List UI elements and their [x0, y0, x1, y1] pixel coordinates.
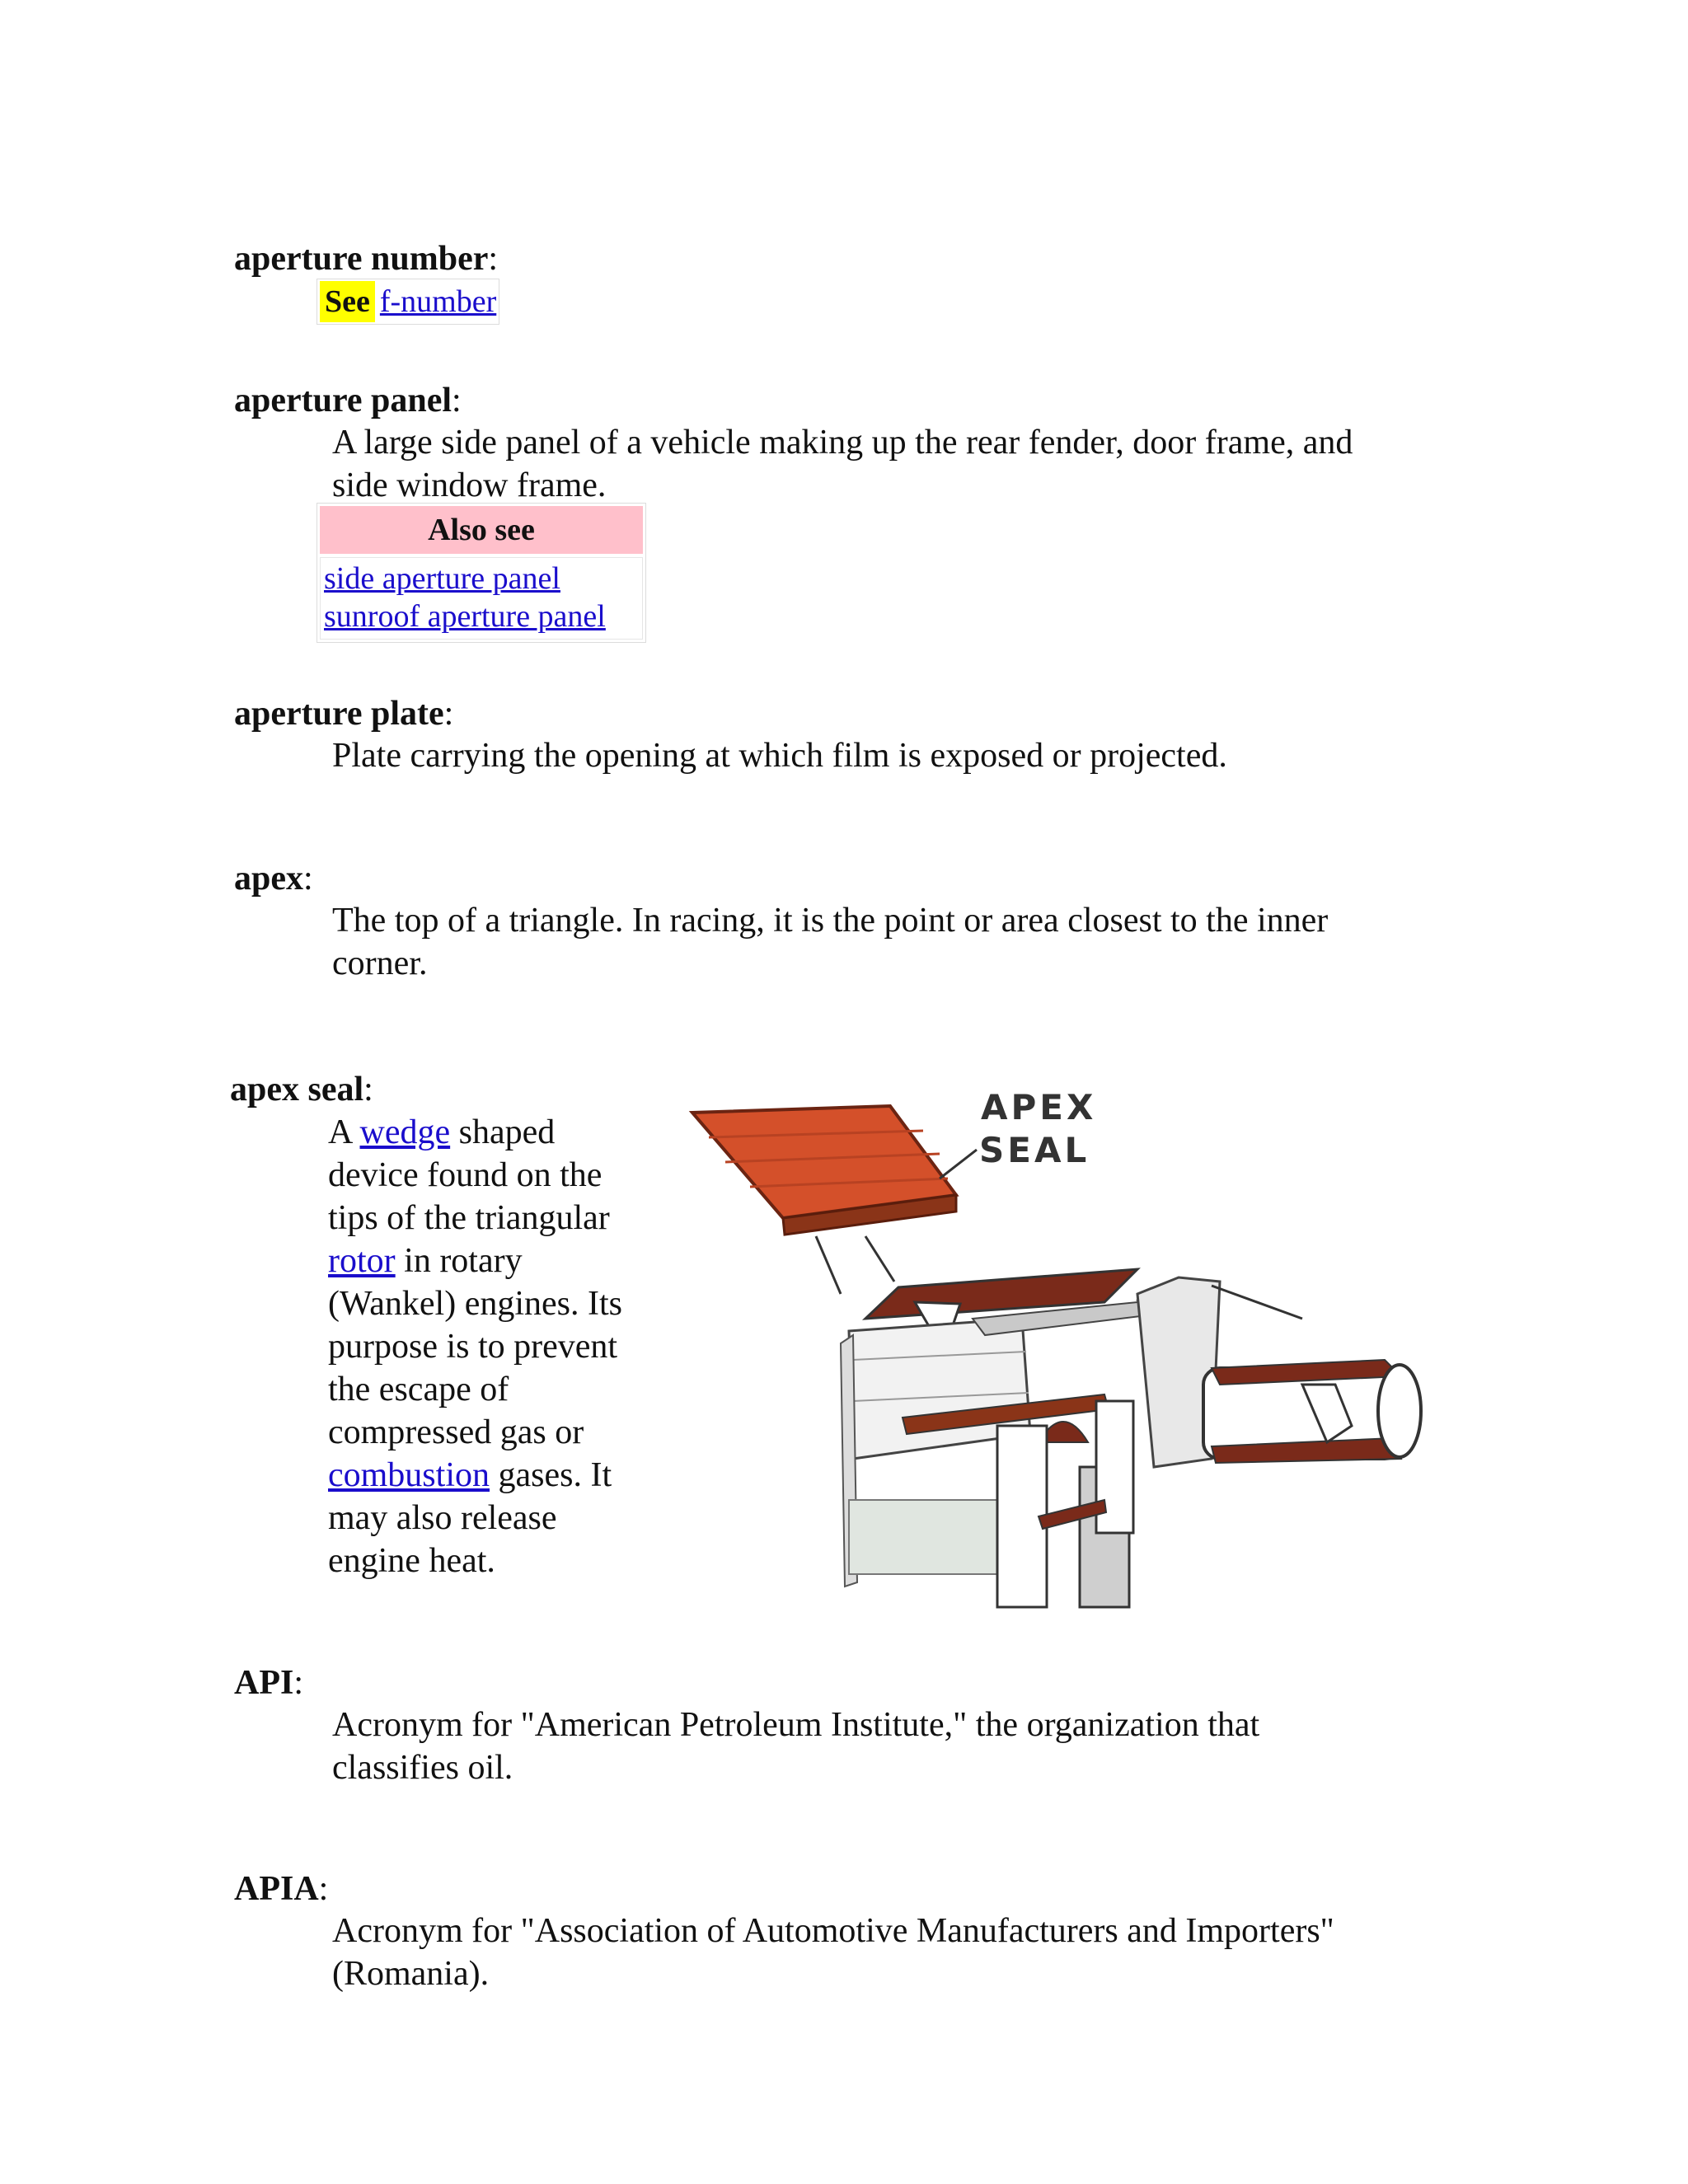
definition-text: shaped device found on the tips of the triangular [328, 1113, 610, 1237]
colon: : [452, 382, 462, 419]
definition-text: A [328, 1113, 360, 1151]
colon: : [303, 860, 313, 898]
definition-api [332, 1704, 1453, 1789]
link-side-aperture-panel[interactable]: side aperture panel [324, 561, 560, 596]
definition-line: Plate carrying the opening at which film is exposed or projected. [332, 737, 1227, 775]
definition-aperture-panel [332, 421, 1453, 507]
figure-label: APEX [981, 1087, 1097, 1127]
definition-line: Acronym for "Association of Automotive Manufacturers and Importers" [332, 1912, 1334, 1950]
term-api [234, 1661, 303, 1704]
term-aperture-number [234, 237, 498, 280]
definition-apex-seal [328, 1111, 641, 1582]
term-title: aperture panel [234, 382, 452, 419]
link-combustion[interactable]: combustion [328, 1456, 490, 1494]
term-title: apex [234, 860, 303, 898]
see-label: See [320, 281, 375, 322]
term-aperture-plate [234, 692, 453, 735]
term-apia [234, 1868, 328, 1910]
term-apex-seal [230, 1068, 373, 1111]
term-title: apex seal [230, 1071, 364, 1108]
colon: : [293, 1664, 304, 1702]
definition-text: in rotary (Wankel) engines. Its purpose is to prevent the escape of compressed gas or [328, 1242, 622, 1451]
side-seal-part [1137, 1277, 1421, 1467]
link-f-number[interactable]: f-number [379, 284, 497, 319]
definition-line: A large side panel of a vehicle making up the rear fender, door frame, and [332, 424, 1353, 462]
colon: : [363, 1071, 373, 1108]
apex-seal-illustration [676, 1071, 1434, 1615]
definition-text: gases. It may also release engine heat. [328, 1456, 612, 1580]
term-title: APIA [234, 1870, 319, 1908]
also-see-box [316, 503, 646, 643]
term-aperture-panel [234, 379, 462, 422]
term-title: aperture plate [234, 695, 444, 733]
link-wedge[interactable]: wedge [359, 1113, 451, 1151]
definition-line: classifies oil. [332, 1749, 513, 1787]
colon: : [318, 1870, 329, 1908]
definition-aperture-plate [332, 734, 1453, 777]
link-rotor[interactable]: rotor [328, 1242, 396, 1280]
also-see-header: Also see [320, 506, 643, 554]
definition-line: (Romania). [332, 1955, 490, 1993]
also-see-list [320, 557, 643, 640]
term-apex [234, 857, 313, 900]
definition-line: Acronym for "American Petroleum Institute," the organization that [332, 1706, 1260, 1744]
see-box [316, 279, 499, 325]
figure-label: SEAL [979, 1130, 1090, 1170]
term-title: aperture number [234, 240, 489, 278]
definition-line: corner. [332, 944, 428, 982]
definition-line: side window frame. [332, 466, 607, 504]
colon: : [443, 695, 454, 733]
link-sunroof-aperture-panel[interactable]: sunroof aperture panel [324, 599, 606, 634]
term-title: API [234, 1664, 294, 1702]
definition-apia [332, 1910, 1453, 1995]
colon: : [488, 240, 499, 278]
definition-apex [332, 899, 1453, 985]
apex-seal-part [692, 1106, 956, 1235]
definition-line: The top of a triangle. In racing, it is the point or area closest to the inner [332, 902, 1329, 940]
